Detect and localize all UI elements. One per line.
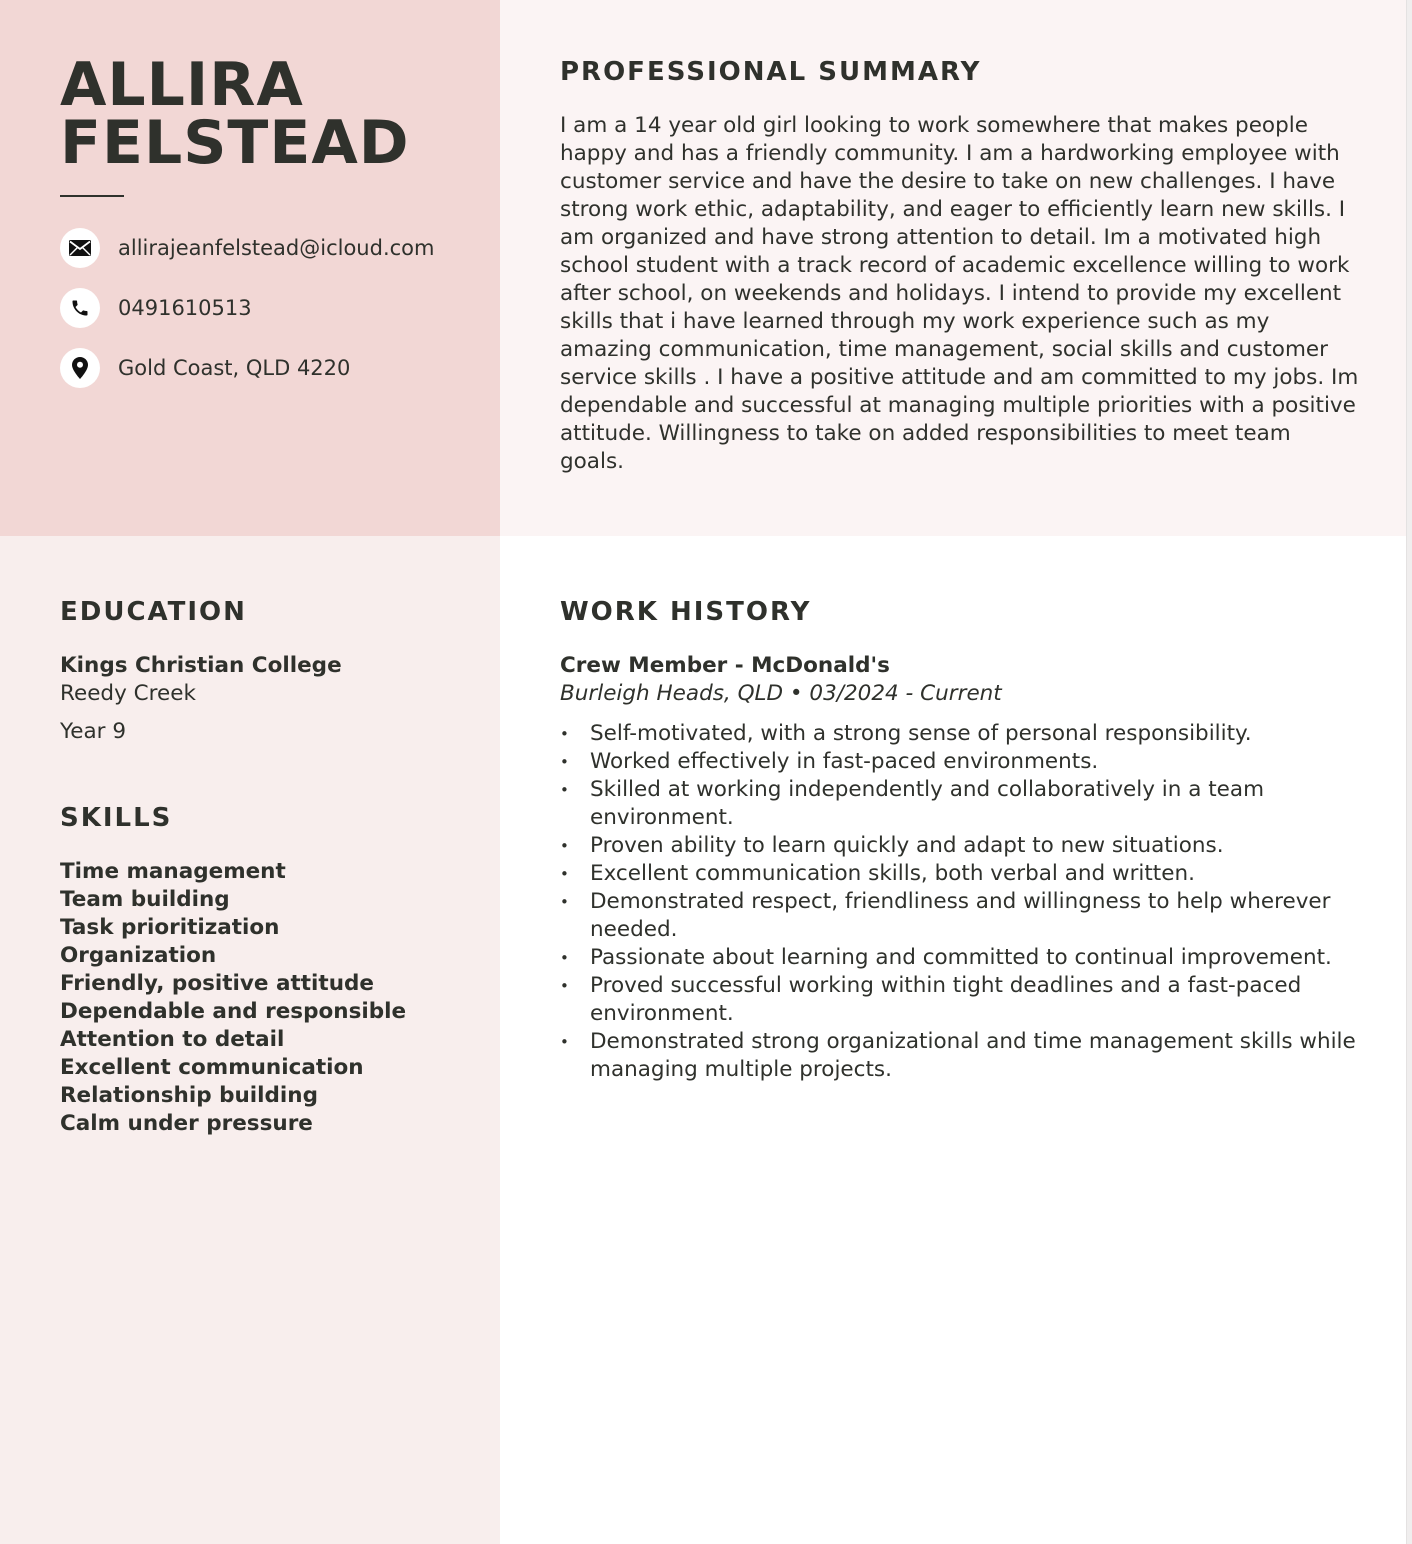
skills-heading: SKILLS [60, 803, 173, 833]
job-entry [560, 652, 1360, 1084]
location-text: Gold Coast, QLD 4220 [118, 356, 351, 380]
skill-item: Calm under pressure [60, 1111, 313, 1136]
contact-location [60, 348, 350, 388]
skill-item: Attention to detail [60, 1027, 285, 1052]
summary-text: I am a 14 year old girl looking to work somewhere that makes people happy and has a friendly community. I am a hardworking employee with customer service and have the desire to take on new challenges. I have strong work ethic, adaptability, and eager to efficiently learn new skills. I am organized and have strong attention to detail. Im a motivated high school student with a track record of academic excellence willing to work after school, on weekends and holidays. I intend to provide my excellent skills that i have learned through my work experience such as my amazing communication, time management, social skills and customer service skills . I have a positive attitude and am committed to my jobs. Im dependable and successful at managing multiple priorities with a positive attitude. Willingness to take on added responsibilities to meet team goals. [560, 113, 1359, 474]
contact-phone [60, 288, 252, 328]
skill-item: Time management [60, 859, 286, 884]
skill-item: Relationship building [60, 1083, 318, 1108]
name-divider [60, 195, 124, 197]
envelope-icon [60, 228, 100, 268]
job-bullet: • Skilled at working independently and collaboratively in a team environment. [560, 776, 1360, 832]
phone-number: 0491610513 [118, 296, 252, 320]
skill-item: Friendly, positive attitude [60, 971, 374, 996]
job-title: Crew Member - McDonald's [560, 653, 890, 678]
skills-list [60, 858, 406, 1138]
job-bullet: • Demonstrated respect, friendliness and willingness to help wherever needed. [560, 888, 1360, 944]
first-name: ALLIRA [60, 50, 304, 120]
job-bullet: • Worked effectively in fast-paced environments. [560, 748, 1360, 776]
job-bullet: • Self-motivated, with a strong sense of personal responsibility. [560, 720, 1360, 748]
skill-item: Organization [60, 943, 217, 968]
school-location: Reedy Creek [60, 681, 196, 706]
work-history-heading: WORK HISTORY [560, 597, 812, 627]
page-edge [1406, 0, 1412, 1544]
job-bullet: • Excellent communication skills, both verbal and written. [560, 860, 1360, 888]
skill-item: Task prioritization [60, 915, 280, 940]
job-location-dates: Burleigh Heads, QLD • 03/2024 - Current [560, 681, 1002, 706]
job-bullet: • Proved successful working within tight deadlines and a fast-paced environment. [560, 972, 1360, 1028]
job-bullet: • Demonstrated strong organizational and time management skills while managing multiple projects. [560, 1028, 1360, 1084]
skill-item: Dependable and responsible [60, 999, 407, 1024]
skill-item: Excellent communication [60, 1055, 364, 1080]
skill-item: Team building [60, 887, 230, 912]
school-name: Kings Christian College [60, 653, 342, 678]
job-bullet: • Proven ability to learn quickly and adapt to new situations. [560, 832, 1360, 860]
map-pin-icon [60, 348, 100, 388]
phone-icon [60, 288, 100, 328]
last-name: FELSTEAD [60, 108, 410, 178]
school-year: Year 9 [60, 719, 127, 744]
summary-heading: PROFESSIONAL SUMMARY [560, 57, 982, 87]
education-heading: EDUCATION [60, 597, 247, 627]
contact-email [60, 228, 434, 268]
education-entry [60, 652, 342, 746]
job-bullet: • Passionate about learning and committed to continual improvement. [560, 944, 1360, 972]
job-bullets [560, 720, 1360, 1084]
candidate-name [60, 50, 410, 178]
email-link[interactable]: allirajeanfelstead@icloud.com [118, 236, 435, 260]
